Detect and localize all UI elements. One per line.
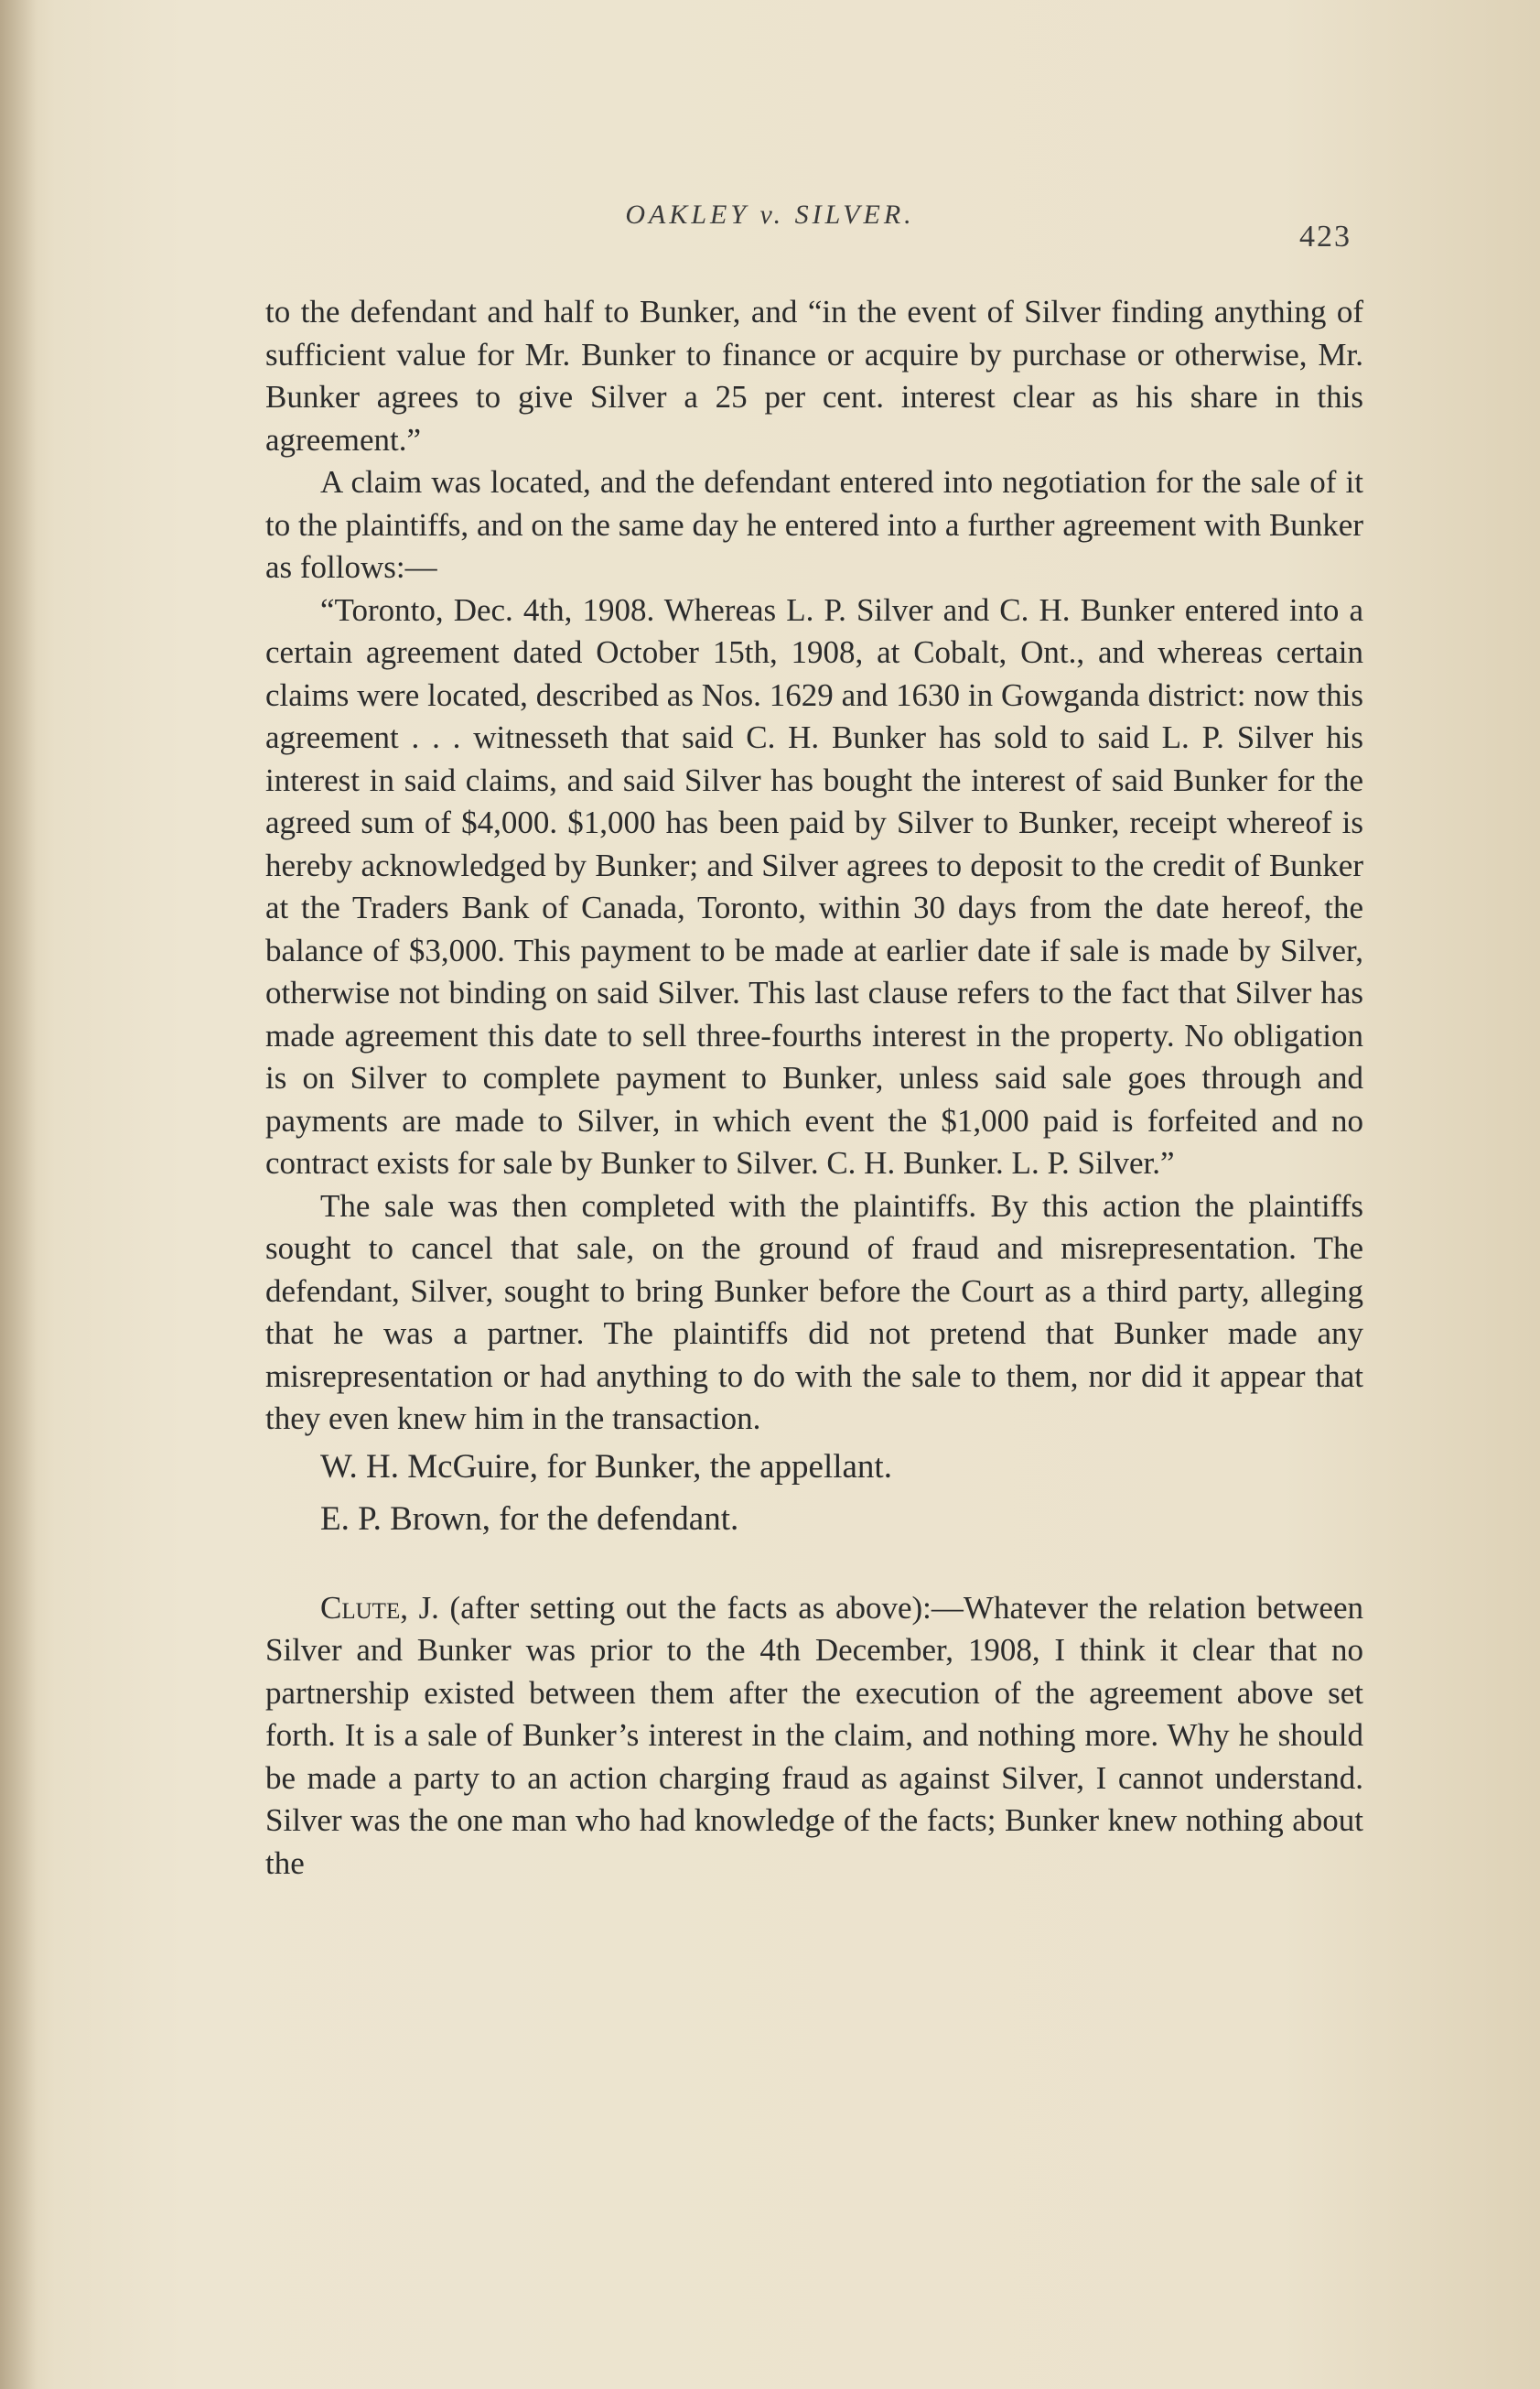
page-gutter-shadow bbox=[0, 0, 37, 2389]
paragraph-agreement-excerpt: to the defendant and half to Bunker, and “in the event of Silver finding anything of sufficient value for Mr. Bunker to finance or acquire by purchase or otherwise, Mr. Bunker agrees to give Silver a 25 per cent. interest clear as his share in this agreement.” bbox=[265, 294, 1363, 458]
section-spacer bbox=[265, 1545, 1363, 1587]
judgment-text: (after setting out the facts as above):—Whatever the relation between Silver and Bunker was prior to the 4th December, 1908, I think it clear that no partnership existed between them after the execution of the agreement above set forth. It is a sale of Bunker’s interest in the claim, and nothing more. Why he should be made a party to an action charging fraud as against Silver, I cannot understand. Silver was the one man who had knowledge of the facts; Bunker knew nothing about the bbox=[265, 1589, 1363, 1881]
counsel-for-appellant: W. H. McGuire, for Bunker, the appellant. bbox=[320, 1447, 892, 1486]
judge-name: Clute, J. bbox=[320, 1589, 439, 1626]
body-text bbox=[265, 291, 1363, 1885]
counsel-for-defendant: E. P. Brown, for the defendant. bbox=[320, 1499, 739, 1538]
paragraph-judgment bbox=[265, 1587, 1363, 1886]
running-head-title: OAKLEY v. SILVER. bbox=[625, 200, 915, 230]
paragraph-quoted-agreement: “Toronto, Dec. 4th, 1908. Whereas L. P. Silver and C. H. Bunker entered into a certain agreement dated October 15th, 1908, at Cobalt, Ont., and whereas certain claims were located, described as Nos. 1629 and 1630 in Gowganda district: now this agreement . . . witnesseth that said C. H. Bunker has sold to said L. P. Silver his interest in said claims, and said Silver has bought the interest of said Bunker for the agreed sum of $4,000. $1,000 has been paid by Silver to Bunker, receipt whereof is hereby acknowledged by Bunker; and Silver agrees to deposit to the credit of Bunker at the Traders Bank of Canada, Toronto, within 30 days from the date hereof, the balance of $3,000. This payment to be made at earlier date if sale is made by Silver, otherwise not binding on said Silver. This last clause refers to the fact that Silver has made agreement this date to sell three-fourths interest in the property. No obligation is on Silver to complete payment to Bunker, unless said sale goes through and payments are made to Silver, in which event the $1,000 paid is forfeited and no contract exists for sale by Bunker to Silver. C. H. Bunker. L. P. Silver.” bbox=[265, 591, 1363, 1181]
paragraph-claim-located: A claim was located, and the defendant entered into negotiation for the sale of it to the plaintiffs, and on the same day he entered into a further agreement with Bunker as follows:— bbox=[265, 464, 1363, 585]
page-number: 423 bbox=[1299, 220, 1352, 254]
paragraph-sale-completed: The sale was then completed with the plaintiffs. By this action the plaintiffs sought to cancel that sale, on the ground of fraud and misrepresentation. The defendant, Silver, sought to bring Bunker before the Court as a third party, alleging that he was a partner. The plaintiffs did not pretend that Bunker made any misrepresentation or had anything to do with the sale to them, nor did it appear that they even knew him in the transaction. bbox=[265, 1187, 1363, 1436]
